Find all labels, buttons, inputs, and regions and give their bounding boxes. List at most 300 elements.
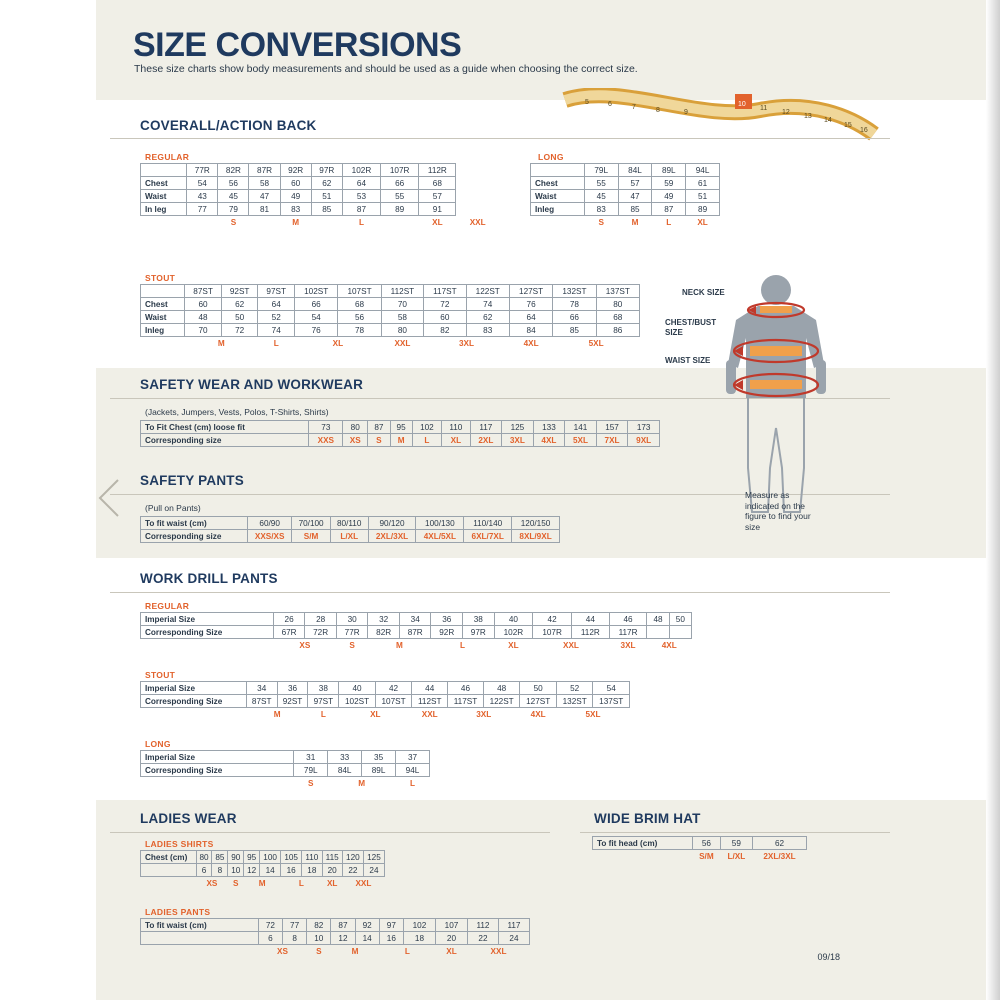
table-cell: 10 bbox=[228, 864, 244, 877]
table-cell: S/M bbox=[699, 851, 714, 861]
table-cell: 6 bbox=[196, 864, 212, 877]
table-cell: L bbox=[273, 338, 279, 348]
table-cell: XL bbox=[332, 338, 344, 348]
table-cell: 132ST bbox=[556, 695, 593, 708]
table-cell: 50 bbox=[520, 682, 557, 695]
coverall-stout-label: STOUT bbox=[145, 273, 176, 283]
table-cell: 107ST bbox=[375, 695, 412, 708]
work-drill-regular-table bbox=[140, 612, 692, 652]
coverall-section-title: COVERALL/ACTION BACK bbox=[140, 118, 317, 133]
table-row-header: Waist bbox=[141, 311, 185, 324]
table-cell: M bbox=[351, 946, 359, 956]
table-row bbox=[593, 850, 807, 863]
table-row bbox=[141, 285, 640, 298]
table-cell: 8 bbox=[283, 932, 307, 945]
table-cell: 80 bbox=[596, 298, 639, 311]
table-cell: XL bbox=[446, 946, 457, 956]
table-cell: 97 bbox=[379, 919, 403, 932]
table-row-header bbox=[141, 708, 247, 721]
table-cell: 55 bbox=[584, 177, 618, 190]
table-row-header: Corresponding Size bbox=[141, 626, 274, 639]
table-row-header: To fit waist (cm) bbox=[141, 517, 248, 530]
table-cell: 4XL bbox=[661, 640, 677, 650]
table-cell: 79 bbox=[218, 203, 249, 216]
table-cell: 20 bbox=[322, 864, 342, 877]
table-cell: 68 bbox=[338, 298, 381, 311]
safety-wear-table bbox=[140, 420, 660, 447]
table-cell: 54 bbox=[295, 311, 338, 324]
table-cell: 89L bbox=[362, 764, 396, 777]
table-cell: L bbox=[666, 217, 672, 227]
table-cell: 115 bbox=[322, 851, 342, 864]
table-cell: 72R bbox=[305, 626, 337, 639]
table-cell: L bbox=[358, 217, 364, 227]
table-cell: 57 bbox=[419, 190, 456, 203]
table-cell: 22 bbox=[467, 932, 498, 945]
svg-text:16: 16 bbox=[860, 127, 868, 134]
table-cell bbox=[381, 216, 419, 229]
table-cell: 117ST bbox=[448, 695, 484, 708]
table-cell: XXL bbox=[394, 338, 411, 348]
table-cell: M bbox=[292, 217, 300, 227]
table-cell: S bbox=[230, 217, 237, 227]
table-row bbox=[593, 837, 807, 850]
svg-text:13: 13 bbox=[804, 113, 812, 120]
table-cell: 62 bbox=[753, 837, 807, 850]
table-cell: 76 bbox=[509, 298, 552, 311]
table-cell: 122ST bbox=[483, 695, 520, 708]
table-row-header bbox=[141, 777, 294, 790]
table-row-header bbox=[141, 932, 259, 945]
table-cell: XS bbox=[343, 434, 368, 447]
table-cell: 60 bbox=[185, 298, 222, 311]
table-cell: 45 bbox=[584, 190, 618, 203]
table-cell: 62 bbox=[466, 311, 509, 324]
table-row bbox=[141, 639, 692, 652]
table-cell: 26 bbox=[273, 613, 305, 626]
table-cell: 56 bbox=[338, 311, 381, 324]
table-row bbox=[141, 877, 385, 890]
svg-text:10: 10 bbox=[738, 101, 746, 108]
table-cell: XL bbox=[442, 434, 470, 447]
table-cell: 5XL bbox=[565, 434, 597, 447]
table-cell: 112 bbox=[467, 919, 498, 932]
table-row-header bbox=[141, 337, 185, 350]
table-cell: 66 bbox=[381, 177, 419, 190]
table-cell: 95 bbox=[390, 421, 412, 434]
table-row-header: Corresponding Size bbox=[141, 764, 294, 777]
table-row-header bbox=[141, 285, 185, 298]
table-cell: M bbox=[273, 709, 281, 719]
table-cell: 35 bbox=[362, 751, 396, 764]
table-row bbox=[141, 708, 630, 721]
table-cell: 42 bbox=[533, 613, 572, 626]
table-cell: XL bbox=[697, 217, 708, 227]
table-cell: 78 bbox=[553, 298, 596, 311]
table-cell: 58 bbox=[249, 177, 280, 190]
table-cell: XS bbox=[277, 946, 288, 956]
table-row-header bbox=[141, 877, 197, 890]
table-cell: 89L bbox=[652, 164, 686, 177]
table-cell: 60 bbox=[424, 311, 466, 324]
table-cell: 70 bbox=[381, 298, 423, 311]
table-cell: 51 bbox=[686, 190, 720, 203]
divider-1 bbox=[110, 138, 890, 139]
table-cell: S bbox=[349, 640, 355, 650]
table-cell: L/XL bbox=[727, 851, 746, 861]
table-cell: 9XL bbox=[628, 434, 660, 447]
table-cell: 48 bbox=[483, 682, 520, 695]
table-cell: 51 bbox=[311, 190, 342, 203]
table-cell: XXL bbox=[355, 878, 372, 888]
divider-5 bbox=[110, 832, 550, 833]
table-row-header bbox=[141, 864, 197, 877]
table-cell: M bbox=[396, 640, 403, 650]
table-row bbox=[141, 190, 500, 203]
table-row-header: Inleg bbox=[141, 324, 185, 337]
table-cell: 137ST bbox=[593, 695, 630, 708]
coverall-long-table bbox=[530, 163, 720, 229]
left-arrow-icon bbox=[96, 478, 122, 518]
table-cell: 133 bbox=[533, 421, 565, 434]
table-cell: 90/120 bbox=[368, 517, 416, 530]
safety-pants-table bbox=[140, 516, 560, 543]
table-cell: 141 bbox=[565, 421, 597, 434]
table-row-header bbox=[141, 216, 187, 229]
table-cell: 54 bbox=[593, 682, 630, 695]
table-cell: 87 bbox=[331, 919, 355, 932]
table-row-header: Chest bbox=[141, 298, 185, 311]
document-code: 09/18 bbox=[817, 952, 840, 962]
table-cell: 79L bbox=[294, 764, 328, 777]
table-cell: 127ST bbox=[520, 695, 557, 708]
table-cell: 10 bbox=[307, 932, 331, 945]
table-cell: 44 bbox=[571, 613, 609, 626]
table-cell: 16 bbox=[379, 932, 403, 945]
table-cell: 85 bbox=[553, 324, 596, 337]
table-cell: 117ST bbox=[424, 285, 466, 298]
table-cell: 62 bbox=[311, 177, 342, 190]
table-row-header: Corresponding Size bbox=[141, 695, 247, 708]
table-row bbox=[141, 851, 385, 864]
table-cell: 117R bbox=[609, 626, 647, 639]
table-cell: 92R bbox=[280, 164, 311, 177]
table-cell: 84L bbox=[618, 164, 652, 177]
table-cell: XXL bbox=[490, 946, 507, 956]
bottom-cream-band bbox=[0, 800, 1000, 1000]
table-row-header: Imperial Size bbox=[141, 613, 274, 626]
table-row bbox=[531, 203, 720, 216]
table-cell: 2XL/3XL bbox=[368, 530, 416, 543]
divider-4 bbox=[110, 592, 890, 593]
table-cell: 54 bbox=[187, 177, 218, 190]
table-cell: 76 bbox=[295, 324, 338, 337]
table-cell: 18 bbox=[302, 864, 322, 877]
table-cell: 112ST bbox=[381, 285, 423, 298]
table-cell: 50 bbox=[669, 613, 691, 626]
table-cell: 102R bbox=[342, 164, 380, 177]
table-cell: 105 bbox=[281, 851, 302, 864]
coverall-regular-label: REGULAR bbox=[145, 152, 190, 162]
table-cell: 14 bbox=[260, 864, 281, 877]
table-row bbox=[141, 434, 660, 447]
table-cell: 22 bbox=[342, 864, 363, 877]
table-cell: XXL bbox=[421, 709, 438, 719]
table-cell: 48 bbox=[185, 311, 222, 324]
table-cell: 36 bbox=[277, 682, 308, 695]
table-cell: 34 bbox=[246, 682, 277, 695]
table-cell: 173 bbox=[628, 421, 660, 434]
work-drill-stout-label: STOUT bbox=[145, 670, 176, 680]
table-cell: 84L bbox=[328, 764, 362, 777]
table-cell: 59 bbox=[720, 837, 752, 850]
table-cell: 87R bbox=[399, 626, 431, 639]
table-cell: 112R bbox=[571, 626, 609, 639]
svg-text:7: 7 bbox=[632, 104, 636, 111]
table-cell: 32 bbox=[368, 613, 400, 626]
table-cell: XL bbox=[432, 217, 443, 227]
table-cell: 72 bbox=[221, 324, 258, 337]
table-cell: 7XL bbox=[596, 434, 628, 447]
table-cell: 68 bbox=[596, 311, 639, 324]
table-cell: XS bbox=[206, 878, 218, 888]
table-cell: L bbox=[404, 946, 410, 956]
table-cell: 53 bbox=[342, 190, 380, 203]
table-cell: 55 bbox=[381, 190, 419, 203]
table-cell: L bbox=[412, 434, 441, 447]
table-cell: 64 bbox=[342, 177, 380, 190]
table-cell: 77 bbox=[283, 919, 307, 932]
table-row bbox=[531, 164, 720, 177]
divider-6 bbox=[580, 832, 890, 833]
table-cell: 100/130 bbox=[416, 517, 464, 530]
table-row-header: Imperial Size bbox=[141, 751, 294, 764]
table-cell: XXS bbox=[309, 434, 343, 447]
table-cell: 66 bbox=[295, 298, 338, 311]
table-cell: 87R bbox=[249, 164, 280, 177]
table-cell: 82 bbox=[424, 324, 466, 337]
table-cell: 68 bbox=[419, 177, 456, 190]
measure-note: Measure as indicated on the figure to find your size bbox=[745, 490, 811, 532]
table-cell: 43 bbox=[187, 190, 218, 203]
table-cell: 2XL bbox=[470, 434, 502, 447]
ladies-pants-label: LADIES PANTS bbox=[145, 907, 211, 917]
ladies-shirts-table bbox=[140, 850, 385, 890]
table-cell: 77R bbox=[336, 626, 368, 639]
table-cell: 80 bbox=[196, 851, 212, 864]
table-cell: 137ST bbox=[596, 285, 639, 298]
svg-text:12: 12 bbox=[782, 109, 790, 116]
table-row bbox=[141, 919, 530, 932]
table-cell: 102ST bbox=[295, 285, 338, 298]
table-row-header bbox=[531, 216, 585, 229]
table-cell: 46 bbox=[448, 682, 484, 695]
work-drill-long-label: LONG bbox=[145, 739, 171, 749]
table-cell: 74 bbox=[466, 298, 509, 311]
table-cell: 60 bbox=[280, 177, 311, 190]
table-cell: 20 bbox=[435, 932, 467, 945]
table-cell: 28 bbox=[305, 613, 337, 626]
table-cell: 85 bbox=[311, 203, 342, 216]
table-cell: 47 bbox=[618, 190, 652, 203]
table-cell: 120 bbox=[342, 851, 363, 864]
table-row-header bbox=[141, 945, 259, 958]
ladies-shirts-label: LADIES SHIRTS bbox=[145, 839, 214, 849]
table-cell: M bbox=[390, 434, 412, 447]
table-cell: 79L bbox=[584, 164, 618, 177]
table-row bbox=[141, 517, 560, 530]
table-cell: S bbox=[368, 434, 390, 447]
table-cell: 3XL bbox=[502, 434, 534, 447]
table-cell: S bbox=[233, 878, 239, 888]
table-cell: 24 bbox=[498, 932, 529, 945]
table-cell: 49 bbox=[280, 190, 311, 203]
table-cell: 87 bbox=[652, 203, 686, 216]
table-cell: 61 bbox=[686, 177, 720, 190]
table-cell: 82R bbox=[218, 164, 249, 177]
table-cell: 38 bbox=[463, 613, 495, 626]
table-row bbox=[141, 945, 530, 958]
table-cell: 112ST bbox=[412, 695, 448, 708]
hat-section-title: WIDE BRIM HAT bbox=[594, 811, 701, 826]
table-row bbox=[141, 932, 530, 945]
table-cell: 89 bbox=[686, 203, 720, 216]
svg-text:11: 11 bbox=[760, 105, 768, 112]
table-cell: 45 bbox=[218, 190, 249, 203]
safety-wear-note: (Jackets, Jumpers, Vests, Polos, T-Shirts, Shirts) bbox=[145, 407, 329, 417]
table-row bbox=[531, 216, 720, 229]
table-cell: S bbox=[316, 946, 322, 956]
table-cell: 6XL/7XL bbox=[464, 530, 512, 543]
svg-text:6: 6 bbox=[608, 101, 612, 108]
table-cell: 80 bbox=[381, 324, 423, 337]
table-cell: 62 bbox=[221, 298, 258, 311]
table-cell: 80 bbox=[343, 421, 368, 434]
table-cell: 70/100 bbox=[292, 517, 331, 530]
table-cell: 59 bbox=[652, 177, 686, 190]
table-cell: 5XL bbox=[588, 338, 604, 348]
table-cell: XL bbox=[326, 878, 338, 888]
svg-text:8: 8 bbox=[656, 107, 660, 114]
svg-text:14: 14 bbox=[824, 117, 832, 124]
table-cell: 97R bbox=[463, 626, 495, 639]
table-cell: 83 bbox=[584, 203, 618, 216]
table-cell: 57 bbox=[618, 177, 652, 190]
table-cell: 94L bbox=[396, 764, 430, 777]
left-white-column bbox=[0, 0, 96, 1000]
table-cell: XXL bbox=[563, 640, 579, 650]
table-cell: 18 bbox=[403, 932, 435, 945]
work-drill-regular-label: REGULAR bbox=[145, 601, 190, 611]
table-cell: 64 bbox=[258, 298, 295, 311]
table-row-header: Waist bbox=[141, 190, 187, 203]
table-cell: 14 bbox=[355, 932, 379, 945]
table-cell: 47 bbox=[249, 190, 280, 203]
table-cell: XXL bbox=[469, 217, 486, 227]
table-cell: 40 bbox=[494, 613, 533, 626]
table-cell: 87ST bbox=[246, 695, 277, 708]
table-row-header: Inleg bbox=[531, 203, 585, 216]
table-cell: 78 bbox=[338, 324, 381, 337]
table-cell: 117 bbox=[470, 421, 502, 434]
table-cell: 48 bbox=[647, 613, 669, 626]
table-cell: 90 bbox=[228, 851, 244, 864]
table-cell: 97ST bbox=[258, 285, 295, 298]
table-cell: 82 bbox=[307, 919, 331, 932]
table-cell: 46 bbox=[609, 613, 647, 626]
safety-pants-note: (Pull on Pants) bbox=[145, 503, 201, 513]
table-cell: 102ST bbox=[339, 695, 376, 708]
table-cell: 52 bbox=[258, 311, 295, 324]
table-cell: 24 bbox=[363, 864, 384, 877]
safety-pants-section-title: SAFETY PANTS bbox=[140, 473, 244, 488]
waist-size-annotation: WAIST SIZE bbox=[665, 356, 711, 365]
table-cell: 102 bbox=[412, 421, 441, 434]
table-cell: 117 bbox=[498, 919, 529, 932]
svg-text:9: 9 bbox=[684, 109, 688, 116]
table-cell: 64 bbox=[509, 311, 552, 324]
body-measurement-figure bbox=[690, 268, 870, 528]
table-cell: L bbox=[320, 709, 326, 719]
table-row-header: Waist bbox=[531, 190, 585, 203]
table-row bbox=[141, 777, 430, 790]
table-cell: L bbox=[460, 640, 466, 650]
table-cell: XXS/XS bbox=[247, 530, 291, 543]
table-cell: S bbox=[307, 778, 314, 788]
table-row bbox=[141, 164, 500, 177]
table-cell: 87 bbox=[368, 421, 390, 434]
table-row-header: In leg bbox=[141, 203, 187, 216]
table-cell: 40 bbox=[339, 682, 376, 695]
table-cell: XL bbox=[508, 640, 519, 650]
table-cell: 92 bbox=[355, 919, 379, 932]
table-cell: 107ST bbox=[338, 285, 381, 298]
page-title: SIZE CONVERSIONS bbox=[133, 26, 462, 64]
chest-size-annotation: CHEST/BUST SIZE bbox=[665, 318, 717, 337]
table-cell: 81 bbox=[249, 203, 280, 216]
table-cell: 70 bbox=[185, 324, 222, 337]
table-cell: 83 bbox=[466, 324, 509, 337]
table-row-header: Corresponding size bbox=[141, 434, 309, 447]
work-drill-long-table bbox=[140, 750, 430, 790]
table-row bbox=[141, 751, 430, 764]
table-cell: 72 bbox=[424, 298, 466, 311]
table-row-header bbox=[531, 164, 585, 177]
table-row bbox=[141, 421, 660, 434]
table-cell: 4XL bbox=[530, 709, 546, 719]
table-cell: 107R bbox=[381, 164, 419, 177]
svg-text:15: 15 bbox=[844, 122, 852, 129]
table-cell: 4XL bbox=[533, 434, 565, 447]
table-row bbox=[141, 203, 500, 216]
table-cell: 110/140 bbox=[464, 517, 512, 530]
table-cell: 100 bbox=[260, 851, 281, 864]
table-cell: 8XL/9XL bbox=[512, 530, 560, 543]
table-cell: 72 bbox=[258, 919, 282, 932]
table-cell: 122ST bbox=[466, 285, 509, 298]
table-cell bbox=[493, 216, 499, 229]
table-cell: 16 bbox=[281, 864, 302, 877]
table-row-header: Chest bbox=[531, 177, 585, 190]
table-cell: 4XL bbox=[523, 338, 539, 348]
table-row bbox=[141, 626, 692, 639]
table-cell: 30 bbox=[336, 613, 368, 626]
table-cell: 44 bbox=[412, 682, 448, 695]
table-cell: 86 bbox=[596, 324, 639, 337]
table-row bbox=[141, 298, 640, 311]
table-cell: 60/90 bbox=[247, 517, 291, 530]
table-row bbox=[141, 682, 630, 695]
